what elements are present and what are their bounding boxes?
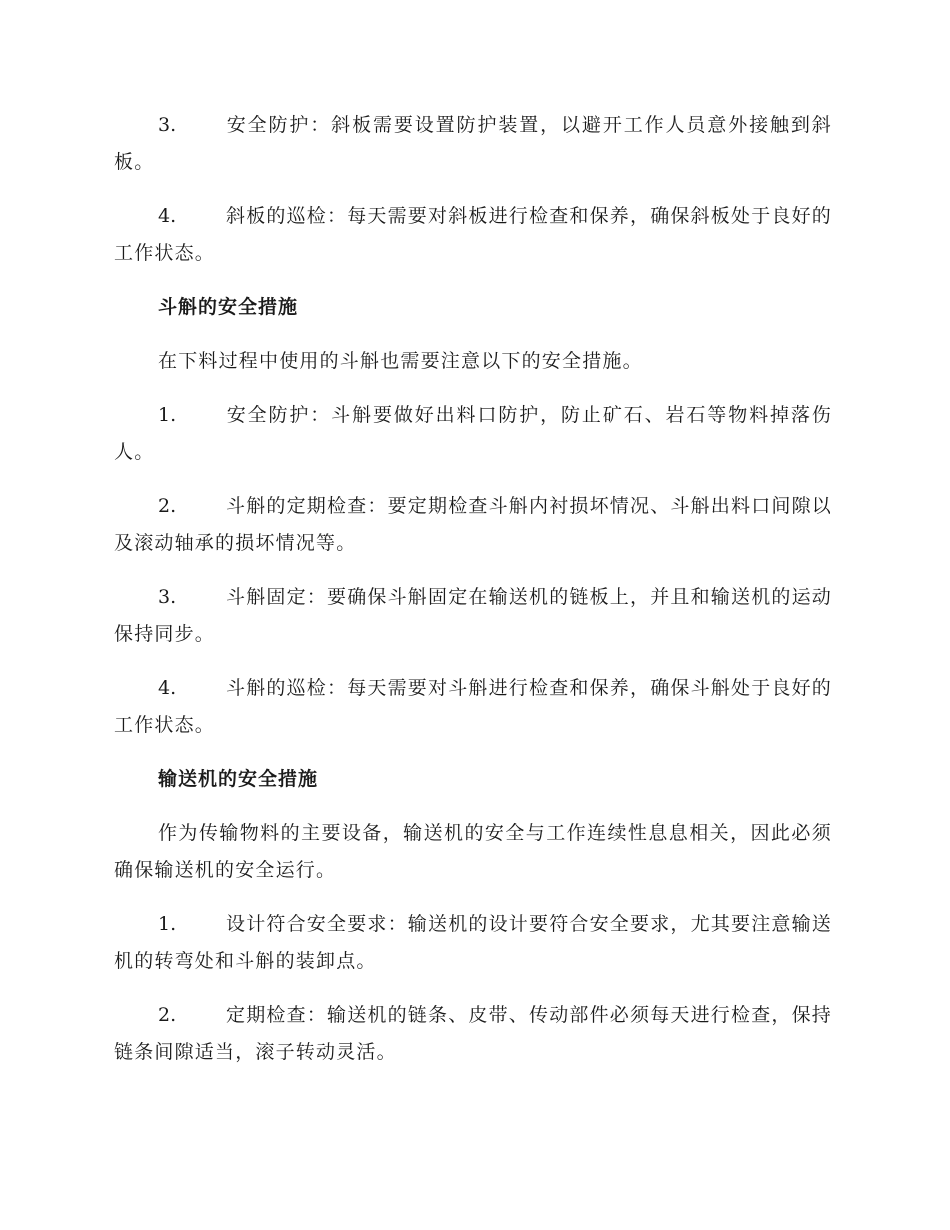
list-item-text: 斗斛固定：要确保斗斛固定在输送机的链板上，并且和输送机的运动保持同步。 (114, 586, 833, 645)
list-number: 2. (158, 495, 177, 517)
list-item-text: 斜板的巡检：每天需要对斜板进行检查和保养，确保斜板处于良好的工作状态。 (114, 205, 833, 264)
list-item-text: 斗斛的巡检：每天需要对斗斛进行检查和保养，确保斗斛处于良好的工作状态。 (114, 677, 833, 736)
list-number: 3. (158, 114, 177, 136)
section-heading-bucket-safety: 斗斛的安全措施 (158, 296, 299, 318)
section-heading-conveyor-safety: 输送机的安全措施 (158, 768, 319, 790)
list-item-slope-protection (114, 107, 832, 181)
list-number: 3. (158, 586, 177, 608)
list-item-text: 斗斛的定期检查：要定期检查斗斛内衬损坏情况、斗斛出料口间隙以及滚动轴承的损坏情况等。 (114, 495, 833, 554)
list-item-bucket-fixing (114, 579, 832, 653)
list-item-conveyor-periodic-check (114, 997, 832, 1071)
document-body (114, 107, 832, 1088)
list-item-bucket-inspection (114, 670, 832, 744)
list-item-conveyor-design (114, 906, 832, 980)
list-item-text: 安全防护：斜板需要设置防护装置，以避开工作人员意外接触到斜板。 (114, 114, 832, 173)
list-item-bucket-periodic-check (114, 488, 832, 562)
list-number: 1. (158, 404, 177, 426)
list-number: 4. (158, 205, 177, 227)
list-item-bucket-protection (114, 397, 832, 471)
list-item-text: 定期检查：输送机的链条、皮带、传动部件必须每天进行检查，保持链条间隙适当，滚子转动灵活。 (114, 1004, 833, 1063)
list-item-text: 设计符合安全要求：输送机的设计要符合安全要求，尤其要注意输送机的转弯处和斗斛的装卸点。 (114, 913, 833, 972)
list-number: 2. (158, 1004, 177, 1026)
list-number: 1. (158, 913, 177, 935)
list-number: 4. (158, 677, 177, 699)
list-item-slope-inspection (114, 198, 832, 272)
paragraph-conveyor-intro: 作为传输物料的主要设备，输送机的安全与工作连续性息息相关，因此必须确保输送机的安全运行。 (114, 822, 832, 881)
list-item-text: 安全防护：斗斛要做好出料口防护，防止矿石、岩石等物料掉落伤人。 (114, 404, 832, 463)
paragraph-bucket-intro: 在下料过程中使用的斗斛也需要注意以下的安全措施。 (158, 350, 643, 372)
